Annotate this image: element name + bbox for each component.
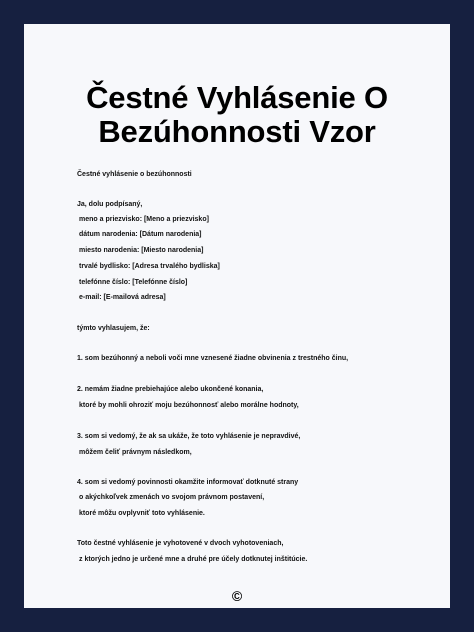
closing-line-2: z ktorých jedno je určené mne a druhé pre účely dotknutej inštitúcie. (79, 556, 308, 563)
point-3-line-1: 3. som si vedomý, že ak sa ukáže, že toto vyhlásenie je nepravdivé, (77, 433, 301, 440)
point-4-line-2: o akýchkoľvek zmenách vo svojom právnom postavení, (79, 494, 265, 501)
point-2-line-2: ktoré by mohli ohroziť moju bezúhonnosť alebo morálne hodnoty, (79, 402, 299, 409)
doc-intro: Ja, dolu podpísaný, (77, 201, 143, 208)
field-email: e-mail: [E-mailová adresa] (79, 294, 166, 301)
document-title-line-1: Čestné Vyhlásenie O (86, 80, 388, 115)
point-1: 1. som bezúhonný a neboli voči mne vznesené žiadne obvinenia z trestného činu, (77, 355, 349, 362)
declaration-lead: týmto vyhlasujem, že: (77, 325, 150, 332)
field-birth-place: miesto narodenia: [Miesto narodenia] (79, 247, 204, 254)
point-2-line-1: 2. nemám žiadne prebiehajúce alebo ukončené konania, (77, 386, 264, 393)
closing-line-1: Toto čestné vyhlásenie je vyhotovené v dvoch vyhotoveniach, (77, 540, 284, 547)
copyright-icon: © (231, 588, 243, 604)
point-3-line-2: môžem čeliť právnym následkom, (79, 449, 192, 456)
document-title-line-2: Bezúhonnosti Vzor (98, 114, 376, 149)
field-phone: telefónne číslo: [Telefónne číslo] (79, 279, 188, 286)
field-name: meno a priezvisko: [Meno a priezvisko] (79, 216, 209, 223)
point-4-line-1: 4. som si vedomý povinnosti okamžite informovať dotknuté strany (77, 479, 299, 486)
field-address: trvalé bydlisko: [Adresa trvalého bydliska] (79, 263, 220, 270)
point-4-line-3: ktoré môžu ovplyvniť toto vyhlásenie. (79, 510, 205, 517)
doc-heading: Čestné vyhlásenie o bezúhonnosti (77, 171, 192, 178)
field-birth-date: dátum narodenia: [Dátum narodenia] (79, 231, 202, 238)
document-page (24, 24, 450, 608)
